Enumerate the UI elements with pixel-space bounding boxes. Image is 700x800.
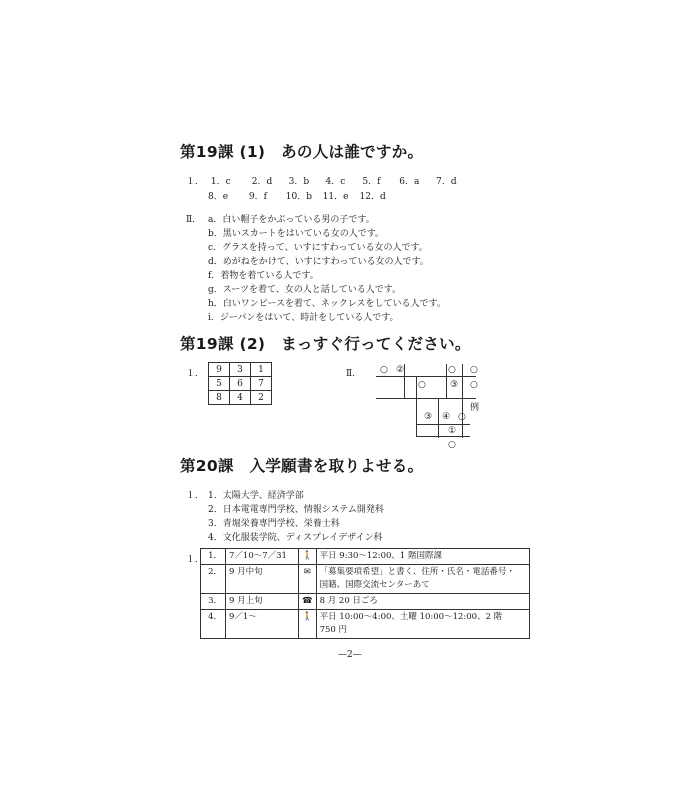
map-street	[446, 364, 447, 398]
map-example-label: 例	[470, 403, 480, 413]
grid-cell: 3	[230, 363, 251, 377]
map-number-1: ①	[448, 426, 457, 436]
row-number: 4．	[201, 610, 226, 639]
map-circle: ○	[458, 412, 466, 422]
table-row	[201, 594, 530, 610]
grid-cell: 7	[251, 377, 272, 391]
grid-cell: 1	[251, 363, 272, 377]
map-street	[462, 364, 463, 438]
row-date: 9／1〜	[226, 610, 299, 639]
street-map	[362, 362, 502, 462]
row-number: 1．	[201, 549, 226, 565]
section-ii-label: Ⅱ．	[186, 215, 202, 225]
grid-cell: 9	[209, 363, 230, 377]
map-circle: ○	[448, 365, 456, 375]
page-number: —2—	[338, 650, 362, 660]
walking-person-icon: 🚶	[299, 610, 317, 639]
table-row	[201, 549, 530, 565]
map-number-4: ④	[442, 412, 451, 422]
row-date: 7／10〜7／31	[226, 549, 299, 565]
map-circle: ○	[448, 440, 456, 450]
map-street	[416, 376, 417, 436]
map-number-2: ②	[396, 365, 405, 375]
map-number-3: ③	[450, 380, 459, 390]
map-number-3: ③	[424, 412, 433, 422]
row-date: 9 月中旬	[226, 565, 299, 594]
list-item: f．着物を着ている人です。	[208, 271, 319, 281]
row-date: 9 月上旬	[226, 594, 299, 610]
map-label: Ⅱ．	[346, 369, 362, 379]
list-item: h．白いワンピースを着て、ネックレスをしている人です。	[208, 299, 446, 309]
map-circle: ○	[380, 365, 388, 375]
row-number: 3．	[201, 594, 226, 610]
section-title-19-1: 第19課 (1) あの人は誰ですか。	[180, 143, 424, 161]
list-item: a．白い帽子をかぶっている男の子です。	[208, 215, 375, 225]
row-info: 平日 10:00〜4:00、土曜 10:00〜12:00、2 階 750 円	[316, 610, 529, 639]
grid-cell: 4	[230, 391, 251, 405]
map-street	[376, 398, 476, 399]
grid-cell: 2	[251, 391, 272, 405]
list-item: i．ジーパンをはいて、時計をしている人です。	[208, 313, 399, 323]
answer-line-2: 8．e 9．f 10．b 11．e 12．d	[208, 192, 386, 202]
section-title-20: 第20課 入学願書を取りよせる。	[180, 457, 424, 475]
table-row	[201, 610, 530, 639]
number-grid	[208, 362, 272, 405]
map-street	[404, 364, 405, 398]
grid-cell: 8	[209, 391, 230, 405]
row-info: 8 月 20 日ごろ	[316, 594, 529, 610]
row-number: 2．	[201, 565, 226, 594]
table-row	[201, 565, 530, 594]
row-info: 平日 9:30〜12:00、1 階国際課	[316, 549, 529, 565]
telephone-icon: ☎	[299, 594, 317, 610]
map-circle: ○	[470, 365, 478, 375]
list-item: 2．日本電電専門学校、情報システム開発科	[208, 505, 384, 515]
row-info: 「募集要項希望」と書く、住所・氏名・電話番号・ 国籍、国際交流センターあて	[316, 565, 529, 594]
list-item: b．黒いスカートをはいている女の人です。	[208, 229, 385, 239]
grid-cell: 6	[230, 377, 251, 391]
grid-cell: 5	[209, 377, 230, 391]
list-item: 1．太陽大学、経済学部	[208, 491, 304, 501]
section-ii-label: １．	[186, 555, 205, 565]
list-item: d．めがねをかけて、いすにすわっている女の人です。	[208, 257, 429, 267]
grid-label: １．	[186, 369, 205, 379]
map-street	[376, 376, 476, 377]
schedule-table	[200, 548, 530, 639]
envelope-icon: ✉	[299, 565, 317, 594]
walking-person-icon: 🚶	[299, 549, 317, 565]
map-circle: ○	[470, 380, 478, 390]
section-i-label: １．	[186, 491, 205, 501]
map-circle: ○	[418, 380, 426, 390]
map-street	[438, 398, 439, 438]
list-item: 3．青堀栄養専門学校、栄養士科	[208, 519, 340, 529]
section-title-19-2: 第19課 (2) まっすぐ行ってください。	[180, 335, 471, 353]
list-item: g．スーツを着て、女の人と話している人です。	[208, 285, 402, 295]
list-item: c．グラスを持って、いすにすわっている女の人です。	[208, 243, 428, 253]
list-item: 4．文化服装学院、ディスプレイデザイン科	[208, 533, 383, 543]
answer-line-1: １． 1．c 2．d 3．b 4．c 5．f 6．a 7．d	[186, 177, 457, 187]
